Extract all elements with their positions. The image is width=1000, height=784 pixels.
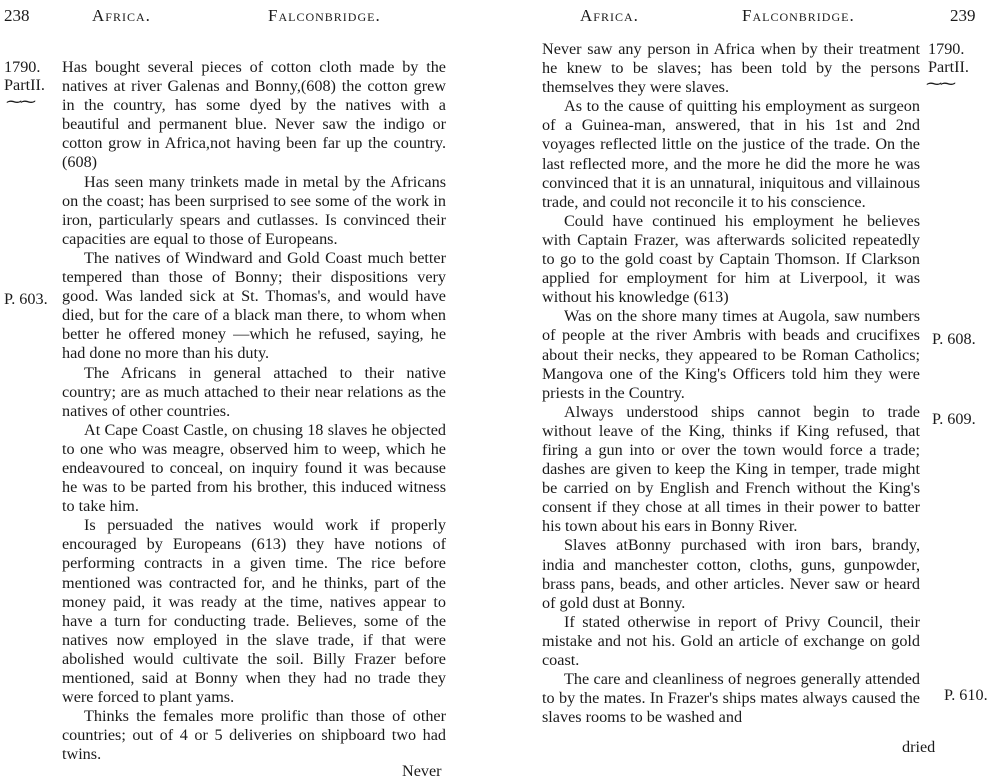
right-paragraph: Never saw any person in Africa when by their treatment he knew to be slaves; has been told by the persons themselves they were slaves.: [542, 40, 920, 97]
right-paragraph: The care and cleanliness of negroes generally attended to by the mates. In Frazer's ships mates always caused the slaves rooms to be washed and: [542, 670, 920, 727]
right-margin-year: 1790.: [928, 40, 965, 58]
left-margin-ref: P. 603.: [4, 290, 48, 308]
right-page-number: 239: [950, 6, 976, 25]
right-margin-ref-3: P. 610.: [944, 686, 988, 704]
left-margin-swash: ⁓⁓: [6, 94, 34, 111]
left-margin-part: PartII.: [4, 76, 45, 94]
left-paragraph: Has bought several pieces of cotton cloth made by the natives at river Galenas and Bonny,(608) the cotton grew in the country, has some dyed by the natives with a beautiful and permanent blue. Never saw the indigo or cotton grow in Africa,not having been far up the country.(608): [62, 58, 446, 172]
left-paragraph: At Cape Coast Castle, on chusing 18 slaves he objected to one who was meagre, observed him to weep, which he endeavoured to conceal, on inquiry found it was because he was to be parted from his brother, this induced witness to take him.: [62, 420, 446, 516]
right-margin-swash: ⁓⁓: [926, 76, 954, 93]
left-catchword: Never: [402, 762, 442, 780]
left-running-head-left: Africa.: [92, 6, 151, 25]
left-body: [62, 58, 446, 764]
right-paragraph: If stated otherwise in report of Privy Council, their mistake and not his. Gold an article of exchange on gold coast.: [542, 612, 920, 669]
right-paragraph: Slaves atBonny purchased with iron bars, brandy, india and manchester cotton, cloths, guns, gunpowder, brass pans, beads, and other articles. Never saw or heard of gold dust at Bonny.: [542, 536, 920, 612]
right-page: [500, 0, 1000, 784]
left-paragraph: Has seen many trinkets made in metal by the Africans on the coast; has been surprised to see some of the work in iron, particularly spears and cutlasses. Is convinced their capacities are equal to those of Europeans.: [62, 172, 446, 248]
right-catchword: dried: [902, 738, 936, 756]
left-paragraph: The natives of Windward and Gold Coast much better tempered than those of Bonny; their dispositions very good. Was landed sick at St. Thomas's, and would have died, but for the care of a black man there, to whom when better he offered money —which he refused, saying, he had done no more than his duty.: [62, 248, 446, 363]
right-paragraph: As to the cause of quitting his employment as surgeon of a Guinea-man, answered, that in his 1st and 2nd voyages reflected little on the justice of the trade. On the last reflected more, and the more he did the more he was convinced that it is an unnatural, iniquitous and villainous trade, and could not reconcile it to his conscience.: [542, 97, 920, 211]
left-page: [0, 0, 490, 784]
right-margin-ref-1: P. 608.: [932, 330, 976, 348]
right-paragraph: Could have continued his employment he believes with Captain Frazer, was afterwards solicited repeatedly to go to the gold coast by Captain Thomson. If Clarkson applied for employment for him at Liverpool, it was without his knowledge (613): [542, 211, 920, 307]
right-running-head-right: Falconbridge.: [742, 6, 855, 25]
right-margin-part: PartII.: [928, 58, 969, 76]
left-margin-year: 1790.: [4, 58, 41, 76]
left-page-number: 238: [4, 6, 30, 25]
left-running-head-right: Falconbridge.: [268, 6, 381, 25]
right-running-head-left: Africa.: [580, 6, 639, 25]
right-paragraph: Always understood ships cannot begin to trade without leave of the King, thinks if King refused, that firing a gun into or over the town would force a trade; dashes are given to keep the King in temper, trade might be carried on by English and French without the King's consent if they chose at all times in their power to batter his town about his ears in Bonny River.: [542, 402, 920, 536]
left-paragraph: Thinks the females more prolific than those of other countries; out of 4 or 5 deliveries on shipboard two had twins.: [62, 707, 446, 764]
right-margin-ref-2: P. 609.: [932, 410, 976, 428]
left-paragraph: Is persuaded the natives would work if properly encouraged by Europeans (613) they have notions of performing contracts in a given time. The rice before mentioned was contracted for, and he thinks, part of the money paid, it was ready at the time, natives appear to have a turn for conducting trade. Believes, some of the natives now employed in the slave trade, if that were abolished would cultivate the soil. Billy Frazer before mentioned, said at Bonny when they had no trade they were forced to plant yams.: [62, 516, 446, 707]
right-paragraph: Was on the shore many times at Augola, saw numbers of people at the river Ambris with beads and crucifixes about their necks, they appeared to be Roman Catholics; Mangova one of the King's Officers told him they were priests in the Country.: [542, 307, 920, 402]
right-body: [542, 40, 920, 727]
left-paragraph: The Africans in general attached to their native country; are as much attached to their near relations as the natives of other countries.: [62, 363, 446, 420]
